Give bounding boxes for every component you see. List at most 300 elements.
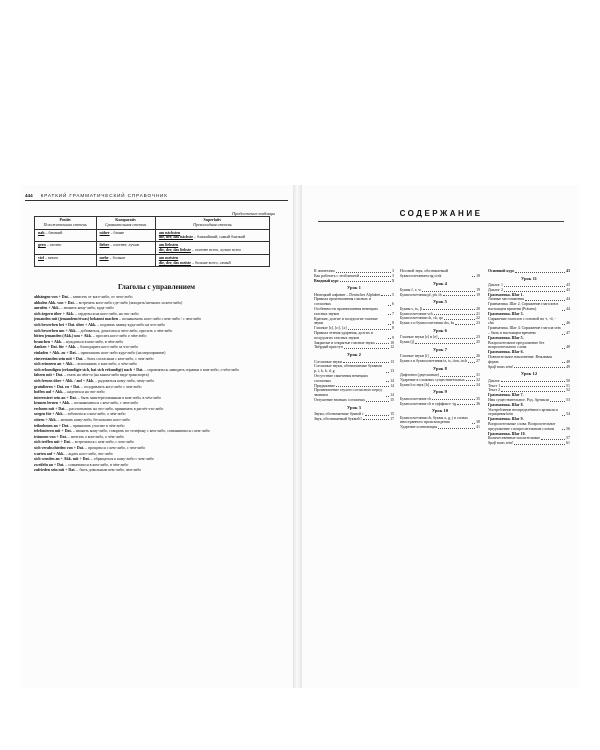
toc-page: 43	[566, 283, 570, 288]
toc-entry-title: Ударение и интонация	[400, 425, 438, 430]
verb: gratulieren + Dat. zu + Dat.	[34, 383, 81, 389]
verb: sich erinnern an + Akk.	[34, 361, 74, 367]
toc-entry	[314, 364, 394, 374]
word: nah	[38, 229, 45, 235]
toc-leader	[336, 272, 391, 273]
toc-page: 49	[566, 364, 570, 369]
header-de: Superlativ	[203, 217, 222, 222]
cell-superlativ	[155, 229, 269, 242]
toc-entry-title: Буква [j]	[400, 340, 415, 345]
verb-translation: – добиваться, домогаться чего-либо, просить о чём-либо	[76, 327, 173, 333]
lesson-heading: Урок 1	[347, 285, 361, 291]
toc-page: 53	[566, 397, 570, 402]
toc-page: 47	[566, 331, 570, 336]
lesson-heading: Урок 9	[433, 389, 447, 395]
cell-komparativ	[96, 229, 155, 242]
toc-page: 38	[476, 420, 480, 425]
verb-entry	[34, 467, 279, 473]
toc-entry-title: Личные местоимения	[488, 297, 524, 302]
toc-entry	[488, 317, 570, 327]
toc-entry-title: Употребление неопределённого артикля и отрицания kein	[488, 407, 558, 417]
verb-translation: – познакомить кого-либо с кем-либо / с чем-либо	[118, 316, 202, 322]
toc-leader	[562, 415, 565, 416]
toc-entry	[314, 398, 394, 403]
toc-leader	[430, 385, 475, 386]
right-page	[302, 185, 580, 688]
verb-translation: – просить кого-либо о чём-либо	[91, 333, 147, 339]
toc-page: 23	[476, 321, 480, 326]
word: näher	[99, 229, 110, 235]
header-ru: Положительная степень	[43, 221, 87, 227]
word: gern	[38, 242, 46, 248]
toc-leader	[472, 276, 475, 277]
toc-entry-title: Грамматика. Шаг 1.	[488, 292, 524, 297]
toc-entry	[488, 422, 570, 432]
lesson-heading: Урок 8	[433, 365, 447, 371]
toc-leader	[440, 376, 475, 377]
toc-entry	[400, 416, 480, 426]
toc-page: 19	[476, 287, 480, 292]
verb: einladen + Akk. zu + Dat.	[34, 349, 77, 355]
toc-entry-title: К читателям	[314, 269, 335, 273]
verb-translation: – справляться, наводить справки о ком-либо, о чём-либо	[143, 366, 239, 372]
toc-page: 43	[566, 287, 570, 292]
toc-page: 17	[390, 416, 394, 421]
toc-entry-title: Спряжение глаголов с основой на -t, -d, -chn	[488, 316, 556, 326]
toc-entry-title: Буквосочетания ch, буквы x, g, j в словах иностранного происхождения	[400, 415, 468, 425]
toc-entry-title: Грамматика. Шаг 7.	[488, 393, 524, 398]
toc-page: 18	[476, 273, 480, 278]
translation: – больше	[108, 254, 126, 260]
verb: anrufen + Akk.	[34, 305, 60, 311]
toc-leader	[562, 310, 565, 311]
verb: abholen Akk. von + Dat.	[34, 299, 75, 305]
lesson-heading: Урок 10	[431, 408, 449, 414]
header-ru: Сравнительная степень	[104, 221, 147, 227]
verb-translation: – приглашать кого-либо куда-либо (на мероприятие)	[76, 349, 166, 355]
toc-entry	[400, 269, 480, 279]
toc-leader	[501, 391, 565, 392]
toc-entry	[400, 425, 480, 430]
toc-leader	[365, 415, 390, 416]
lesson-heading: Урок 5	[433, 299, 447, 305]
verb: interessiert sein an + Dat.	[34, 394, 77, 400]
toc-leader	[541, 439, 565, 440]
toc-page: 22	[476, 316, 480, 321]
toc-entry-title: Грамматика. Шаг 4. Спряжение глагола sein – быть в настоящем времени	[488, 326, 561, 336]
verb: sich ärgern über + Akk.	[34, 310, 74, 316]
table-row	[35, 242, 270, 255]
toc-leader	[455, 324, 475, 325]
toc-entry-title: Грамматика. Шаг 3.	[488, 311, 524, 316]
toc-page: 44	[566, 297, 570, 302]
toc-leader	[430, 357, 476, 358]
toc-entry-title: Количественные числительные	[488, 436, 540, 441]
toc-leader	[504, 286, 565, 287]
verb: sich bewerben bei + Dat. über + Akk.	[34, 321, 97, 327]
toc-leader	[443, 295, 476, 296]
toc-entry	[400, 383, 480, 388]
toc-entry-title: Особенности произношения немецких гласных звуков	[314, 307, 379, 316]
verb: warten auf + Akk.	[34, 450, 65, 456]
toc-entry-title: Текст 2	[488, 388, 501, 393]
toc-entry-title: Буква z и буквосочетания tz, ts, tion, tsch	[400, 358, 467, 363]
toc-leader	[381, 295, 391, 296]
toc-page: 23	[476, 335, 480, 340]
toc-leader	[386, 372, 389, 373]
toc-entry	[488, 269, 570, 274]
toc-page: 12	[390, 345, 394, 350]
toc-page: 57	[566, 436, 570, 441]
verb: bitten jemanden (Akk.) um + Akk.	[34, 333, 92, 339]
toc-leader	[438, 338, 475, 339]
word: die, der, das meiste	[158, 259, 191, 265]
toc-entry	[400, 340, 480, 345]
toc-entry-title: Закрытые и открытые гласные звуки	[314, 340, 375, 345]
table-header	[35, 217, 97, 230]
toc-entry-title: Грамматика. Шаг 5.	[488, 335, 524, 340]
running-head	[25, 193, 168, 198]
toc-page: 8	[392, 321, 394, 326]
comparison-table	[34, 216, 270, 267]
toc-entry-title: Гласные [ε], [ε:], [ə]	[314, 326, 347, 331]
table-row	[35, 254, 270, 267]
running-head-title: КРАТКИЙ ГРАММАТИЧЕСКИЙ СПРАВОЧНИК	[40, 193, 168, 198]
toc-entry	[314, 388, 394, 398]
toc-leader	[562, 429, 565, 430]
toc-entry-title: Ударение в сложных существительных	[400, 377, 465, 382]
verb-translation: – мешать кому-либо, беспокоить кого-либо	[56, 417, 130, 423]
toc-page: 3	[392, 273, 394, 278]
header-de: Positiv	[59, 217, 72, 222]
toc-leader	[562, 348, 565, 349]
verb: fahren mit + Dat.	[34, 372, 64, 378]
verb: zweifeln an + Dat.	[34, 461, 65, 467]
toc-page: 34	[476, 382, 480, 387]
toc-page: 32	[476, 377, 480, 382]
toc-entry	[488, 355, 570, 365]
toc-leader	[501, 381, 565, 382]
toc-page: 6	[392, 302, 394, 307]
word: viel	[38, 254, 44, 260]
book-gutter	[293, 185, 302, 688]
toc-entry-title: Как работать с этой книгой	[314, 273, 360, 278]
toc-entry-title: Основной курс	[488, 269, 515, 273]
toc-page: 27	[476, 358, 480, 363]
toc-entry-title: Звук, обозначаемый буквой l	[314, 416, 362, 421]
toc-page: 48	[566, 359, 570, 364]
toc-entry-title: Spaβ muss sein!	[488, 441, 514, 446]
toc-leader	[468, 362, 475, 363]
toc-entry-title: Согласные звуки	[314, 359, 342, 364]
verb-translation: – звонить кому-либо, говорить по телефону с кем-либо, созваниваться с кем-либо	[71, 428, 210, 434]
verbs-list	[34, 294, 279, 473]
toc-leader	[376, 343, 390, 344]
verb-translation: – надеяться на что-либо	[63, 389, 105, 395]
word: am nächsten	[158, 229, 181, 235]
word: am meisten	[158, 254, 179, 260]
toc-entry-title: Гласные звуки [i]	[400, 354, 429, 359]
lesson-heading: Урок 6	[433, 327, 447, 333]
toc-entry-title: Грамматика. Шаг 10.	[488, 431, 526, 436]
lesson-heading: Урок 7	[433, 346, 447, 352]
toc-entry	[488, 441, 570, 446]
toc-page: 20	[476, 306, 480, 311]
word: die, der, das nächste	[158, 234, 194, 240]
lesson-heading: Урок 3	[347, 404, 361, 410]
toc-leader	[438, 428, 475, 429]
toc-entry-title: Согласные звуки, обозначаемые буквами p, t, k, b, d, g	[314, 364, 382, 374]
toc-page: 43	[566, 269, 570, 273]
toc-entry-title: Буква h и звук [h]	[400, 382, 430, 387]
verb-translation: – быть заинтересованным в ком-либо, в чём-либо	[76, 394, 161, 400]
toc-entry-title: Краткие, долгие и полудолгие гласные звуки	[314, 316, 378, 326]
header-rule	[25, 200, 288, 201]
toc-page: 13	[390, 359, 394, 364]
toc-entry-title: Дифтонги (двугласные)	[400, 373, 440, 378]
verb: rechnen mit + Dat.	[34, 405, 66, 411]
verbs-heading: Глаголы с управлением	[117, 283, 196, 291]
word: mehr	[99, 254, 109, 260]
toc-entry	[314, 317, 394, 327]
verb-translation: – быть довольным кем-либо, чем-либо	[75, 467, 142, 473]
verb-translation: – радоваться кому-либо, чему-либо	[94, 377, 155, 383]
table-row	[35, 229, 270, 242]
toc-entry-title: Гласные звуки [ε] и [e]	[400, 335, 438, 340]
toc-column-1	[314, 269, 394, 422]
toc-page: 10	[390, 340, 394, 345]
toc-leader	[363, 419, 390, 420]
toc-page: 15	[390, 412, 394, 417]
table-header	[96, 217, 155, 230]
toc-leader	[432, 399, 475, 400]
verb: einverstanden sein mit + Dat.	[34, 355, 84, 361]
toc-entry-title: Грамматика. Шаг 2. Спряжение глаголов в настоящем времени (Präsens)	[488, 302, 559, 312]
cell-positiv	[35, 229, 97, 242]
toc-page: 36	[476, 401, 480, 406]
toc-leader	[388, 324, 391, 325]
verb-translation: – принимать участие в чём-либо	[69, 422, 125, 428]
translation: – больше всего, самый	[191, 259, 231, 265]
toc-entry-title: Грамматика. Шаг 9.	[488, 417, 524, 422]
toc-entry	[488, 341, 570, 351]
toc-entry-title: Буквы s, ss, β	[400, 306, 422, 311]
toc-leader	[348, 329, 392, 330]
lesson-heading: Урок 4	[433, 280, 447, 286]
toc-entry-title: Spaβ muss sein!	[488, 364, 514, 369]
toc-entry	[314, 279, 394, 284]
toc-leader	[422, 291, 475, 292]
toc-entry-title: Вопросительное предложение без вопросительного слова	[488, 340, 545, 350]
toc-entry-title: Вводный курс	[314, 278, 339, 283]
toc-page: 3	[392, 269, 394, 273]
toc-page: 7	[392, 311, 394, 316]
toc-leader	[343, 362, 389, 363]
toc-leader	[423, 309, 475, 310]
toc-leader	[501, 386, 565, 387]
left-page	[20, 185, 293, 688]
toc-entry-title: Твёрдый приступ	[314, 345, 343, 350]
toc-entry	[400, 402, 480, 407]
verb: sich verabschieden von + Dat.	[34, 445, 85, 451]
toc-leader	[472, 423, 475, 424]
header-ru: Превосходная степень	[193, 221, 232, 227]
verb: brauchen + Akk.	[34, 338, 63, 344]
toc-entry-title: Придыхание	[314, 383, 335, 388]
toc-column-2	[400, 269, 480, 430]
toc-entry-title: Диалог 1	[488, 283, 503, 288]
verb: sich erkundigen (erkundigte sich, hat sich erkundigt) nach + Dat.	[34, 366, 144, 372]
toc-page: 31	[476, 373, 480, 378]
translation: – охотнее всего, лучше всего	[191, 246, 242, 252]
verb-translation: – нуждаться в ком-либо, в чём-либо	[62, 338, 124, 344]
toc-entry	[314, 297, 394, 307]
page-number: 444	[25, 193, 33, 198]
verb-translation: – познакомиться с кем-либо, с чем-либо	[70, 400, 139, 406]
cell-komparativ	[96, 242, 155, 255]
toc-leader	[366, 401, 389, 402]
toc-entry	[400, 359, 480, 364]
toc-entry-title: Буквосочетания pf, ph, th	[400, 292, 442, 297]
verb-translation: – подавать заявку куда-либо на что-либо	[96, 321, 166, 327]
translation: – ближе	[109, 229, 125, 235]
toc-entry	[488, 408, 570, 418]
toc-entry-title: Оглушение звонких согласных	[314, 397, 366, 402]
verb-translation: – прощаться с кем-либо, с чем-либо	[84, 445, 146, 451]
toc-page: 46	[566, 321, 570, 326]
toc-entry-title: Буквосочетания ch, ck, qu	[400, 316, 443, 321]
toc-page: 26	[476, 354, 480, 359]
verb: sich freuen über + Akk. / auf + Akk.	[34, 377, 95, 383]
verb-translation: – мечтать о ком-либо, о чём-либо	[66, 433, 124, 439]
toc-page: 9	[392, 335, 394, 340]
toc-leader	[514, 444, 565, 445]
toc-page: 44	[566, 307, 570, 312]
toc-page: 14	[390, 383, 394, 388]
toc-page: 48	[566, 345, 570, 350]
translation: – охотно	[45, 242, 62, 248]
toc-page: 52	[566, 388, 570, 393]
verb-translation: – рассчитывать на что-либо, принимать в расчёт что-либо	[65, 405, 164, 411]
toc-leader	[562, 324, 565, 325]
verb-translation: – сомневаться в ком-либо, в чём-либо	[64, 461, 129, 467]
toc-column-3	[488, 269, 570, 446]
toc-entry-title: Отсутствие смягчения немецких согласных	[314, 373, 369, 383]
toc-entry-title: Повелительное наклонение. Вежливая форма	[488, 355, 552, 364]
toc-entry	[314, 345, 394, 350]
toc-leader	[457, 404, 475, 405]
toc-leader	[386, 396, 389, 397]
toc-page: 15	[390, 397, 394, 402]
lesson-heading: Урок 12	[520, 371, 538, 377]
translation: – много	[44, 254, 59, 260]
toc-page: 19	[476, 292, 480, 297]
verb-translation: – зависеть от кого-либо, от чего-либо	[68, 294, 133, 299]
toc-leader	[550, 401, 565, 402]
toc-entry-title: Текст 1	[488, 383, 501, 388]
toc-page: 5	[392, 278, 394, 283]
cell-superlativ	[155, 242, 269, 255]
toc-rule	[318, 221, 564, 222]
toc-entry-title: Диалог	[488, 378, 500, 383]
toc-leader	[336, 386, 389, 387]
toc-entry	[314, 331, 394, 341]
verb-translation: – встречаться с кем-либо, с чем-либо	[70, 439, 134, 445]
toc-page: 25	[476, 340, 480, 345]
toc-entry-title: Диалог 2	[488, 287, 503, 292]
toc-leader	[525, 300, 565, 301]
verb-translation: – ждать кого-либо, что-либо	[64, 450, 113, 456]
verb-translation: – звонить кому-либо, куда-либо	[59, 305, 114, 311]
verb-translation: – быть согласным с кем-либо, с чем-либо	[83, 355, 154, 361]
toc-page: 61	[566, 441, 570, 446]
toc-page: 5	[392, 292, 394, 297]
toc-entry	[314, 374, 394, 384]
toc-entry	[488, 302, 570, 312]
cell-superlativ	[155, 254, 269, 267]
lesson-heading: Урок 11	[521, 275, 537, 281]
toc-leader	[514, 367, 565, 368]
toc-page: 54	[566, 412, 570, 417]
toc-entry-title: Грамматика. Шаг 8.	[488, 402, 524, 407]
table-header	[155, 217, 269, 230]
verb: danken + Dat. für + Akk.	[34, 344, 77, 350]
toc-entry	[314, 417, 394, 422]
verb: abhängen von + Dat.	[34, 294, 69, 299]
verb: kennen lernen + Akk.	[34, 400, 71, 406]
toc-page: 41	[476, 425, 480, 430]
verb-translation: – встречать кого-либо где-либо (заходить/заезжать за кем-либо)	[74, 299, 183, 305]
toc-leader	[434, 314, 476, 315]
toc-entry-title: Произношение глухого согласного перед звонким	[314, 388, 382, 398]
toc-entry-title: Правила произношения гласных и согласных	[314, 297, 371, 307]
toc-page: 51	[566, 383, 570, 388]
lesson-heading: Урок 2	[347, 352, 361, 358]
toc-entry	[400, 321, 480, 326]
toc-leader	[504, 291, 565, 292]
header-de: Komparativ	[115, 217, 137, 222]
toc-page: 35	[476, 396, 480, 401]
toc-leader	[388, 305, 391, 306]
toc-entry	[488, 365, 570, 370]
word: am liebsten	[158, 242, 179, 248]
toc-entry-title: Буквы f, v, w	[400, 287, 422, 292]
toc-entry-title: Немецкий алфавит – Deutsches Alphabet	[314, 292, 381, 297]
toc-leader	[344, 348, 389, 349]
toc-entry-title: Буквосочетание ch	[400, 396, 432, 401]
toc-leader	[386, 381, 389, 382]
toc-page: 50	[566, 378, 570, 383]
verb-translation: – обращаться к кому-либо с чем-либо	[89, 456, 154, 462]
toc-leader	[562, 362, 565, 363]
verb-translation: – сердиться на кого-либо, на что-либо	[73, 310, 139, 316]
toc-leader	[388, 314, 391, 315]
verb-translation: – ехать на чём-то (на каком-либо виде транспорта)	[63, 372, 149, 378]
toc-entry-title: Вопросительные слова. Вопросительное предложение с вопросительным словом	[488, 421, 556, 431]
toc-title: СОДЕРЖАНИЕ	[399, 209, 483, 218]
toc-page: 14	[390, 378, 394, 383]
toc-page: 13	[390, 369, 394, 374]
verb: träumen von + Dat.	[34, 433, 67, 439]
translation: – ближайший, самый близкий	[193, 234, 245, 240]
toc-leader	[415, 343, 475, 344]
toc-entry	[400, 293, 480, 298]
verb-translation: – благодарить кого-либо за что-либо	[76, 344, 139, 350]
verb: telefonieren mit + Dat.	[34, 428, 72, 434]
verb-translation: – поздравлять кого-либо с чем-либо	[80, 383, 142, 389]
verb: sich treffen mit + Dat.	[34, 439, 71, 445]
toc-entry-title: Имя существительное. Род. Артикли	[488, 397, 549, 402]
